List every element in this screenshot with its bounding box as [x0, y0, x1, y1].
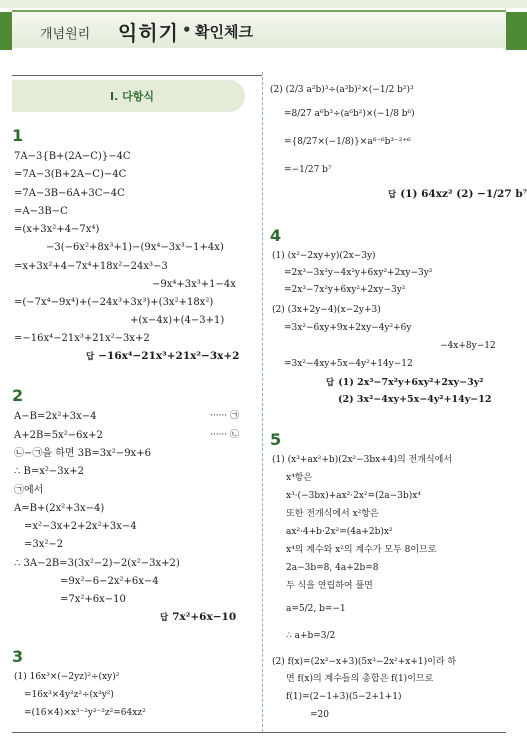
- solution-line: =8/27 a⁶b³÷(a⁶b²)×(−1/8 b⁶): [284, 109, 415, 119]
- answer-tag: 답: [326, 378, 335, 388]
- solution-line: =−1/27 b⁷: [284, 165, 332, 175]
- solution-line: 또한 전개식에서 x²항은: [286, 509, 379, 519]
- solution-line: =3x²−2: [24, 539, 64, 550]
- bottom-rule: [12, 732, 506, 733]
- header-dot: •: [182, 21, 192, 39]
- solution-line: f(1)=(2−1+3)(5−2+1+1): [286, 692, 402, 702]
- answer-tag: 답: [160, 613, 169, 623]
- problem-number-4: 4: [270, 226, 282, 245]
- header-subtitle: 개념원리: [40, 27, 91, 42]
- page-header: [12, 10, 506, 48]
- header-main-title: 익히기: [118, 21, 179, 45]
- solution-line: −4x+8y−12: [440, 341, 496, 351]
- solution-line: (1) (x²−2xy+y)(2x−3y): [272, 251, 376, 261]
- problem-number-2: 2: [12, 386, 24, 405]
- solution-line: 두 식을 연립하여 풀면: [286, 581, 373, 591]
- answer-4-1: [326, 376, 483, 388]
- answer-3: [388, 188, 527, 200]
- solution-line: ax²·4+b·2x²=(4a+2b)x²: [286, 527, 393, 537]
- section-label: I. 다항식: [110, 90, 154, 103]
- top-band: [0, 0, 527, 8]
- solution-line: =20: [310, 710, 329, 720]
- header-accent-right: [506, 12, 527, 50]
- answer-2: [160, 611, 236, 623]
- solution-line: =7x²+6x−10: [60, 594, 126, 605]
- solution-line: x⁴의 계수와 x²의 계수가 모두 8이므로: [286, 545, 437, 555]
- solution-line: 7A−3{B+(2A−C)}−4C: [14, 151, 131, 162]
- solution-line: (2) (2/3 a²b)³÷(a³b)²×(−1/2 b²)³: [270, 85, 414, 95]
- answer-1: [86, 350, 240, 362]
- equation-mark: ······ ㉠: [210, 411, 240, 421]
- solution-line: ∴ 3A−2B=3(3x²−2)−2(x²−3x+2): [14, 558, 180, 569]
- column-divider: [262, 72, 263, 732]
- solution-line: ={8/27×(−1/8)}×a⁶⁻⁶b³⁻²⁺⁶: [284, 137, 411, 147]
- left-top-rule: [12, 75, 262, 76]
- solution-line: =A−3B−C: [14, 206, 68, 217]
- solution-line: 면 f(x)의 계수들의 총합은 f(1)이므로: [286, 674, 434, 684]
- section-banner: [12, 80, 245, 112]
- solution-line: x³·(−3bx)+ax²·2x²=(2a−3b)x⁴: [286, 491, 421, 501]
- solution-line: (1) 16x³×(−2yz)²÷(xy)²: [14, 672, 120, 682]
- header-title: 확인체크: [195, 23, 253, 41]
- solution-line: =9x²−6−2x²+6x−4: [60, 576, 159, 587]
- solution-line: =(x+3x²+4−7x⁴): [14, 224, 100, 235]
- answer-value-1: (1) 64xz²: [400, 188, 453, 200]
- answer-value: (1) 2x³−7x²y+6xy²+2xy−3y²: [338, 377, 484, 388]
- solution-line: =7A−3(B+2A−C)−4C: [14, 169, 127, 180]
- solution-line: =7A−3B−6A+3C−4C: [14, 188, 125, 199]
- problem-number-3: 3: [12, 647, 24, 666]
- solution-line: +(x−4x)+(4−3+1): [130, 315, 225, 326]
- equation-mark: ······ ㉡: [210, 430, 240, 440]
- answer-tag: 답: [86, 352, 95, 362]
- problem-number-5: 5: [270, 430, 282, 449]
- solution-line: ㉠에서: [14, 485, 44, 496]
- solution-line: =(16×4)×x³⁻²y²⁻²z²=64xz²: [24, 708, 146, 718]
- solution-line: (1) (x³+ax²+b)(2x²−3bx+4)의 전개식에서: [272, 455, 453, 465]
- solution-line: =3x²−6xy+9x+2xy−4y²+6y: [284, 323, 412, 333]
- answer-tag: 답: [388, 190, 397, 200]
- solution-line: =3x²−4xy+5x−4y²+14y−12: [284, 359, 413, 369]
- solution-line: (2) f(x)=(2x²−x+3)(5x³−2x²+x+1)이라 하: [272, 657, 457, 667]
- solution-line: =x+3x²+4−7x⁴+18x²−24x³−3: [14, 261, 168, 272]
- solution-line: ㉡−㉠을 하면 3B=3x²−9x+6: [14, 448, 151, 459]
- solution-line: 2a−3b=8, 4a+2b=8: [286, 563, 379, 573]
- solution-line: =(−7x⁴−9x⁴)+(−24x³+3x³)+(3x²+18x²): [14, 297, 214, 308]
- solution-line: =16x³×4y²z²÷(x²y²): [24, 690, 114, 700]
- solution-line: =−16x⁴−21x³+21x²−3x+2: [14, 333, 150, 344]
- solution-line: A=B+(2x²+3x−4): [14, 503, 105, 514]
- answer-value-2: (2) −1/27 b⁷: [456, 188, 527, 200]
- header-accent-left: [0, 12, 12, 50]
- answer-value: 7x²+6x−10: [172, 611, 237, 623]
- solution-line: A+2B=5x²−6x+2: [14, 430, 103, 441]
- problem-number-1: 1: [12, 126, 24, 145]
- solution-line: −9x⁴+3x³+1−4x: [152, 279, 236, 290]
- solution-line: (2) (3x+2y−4)(x−2y+3): [272, 305, 381, 315]
- solution-line: A−B=2x²+3x−4: [14, 411, 97, 422]
- answer-4-2: [338, 394, 491, 405]
- solution-line: ∴ B=x²−3x+2: [14, 466, 85, 477]
- solution-line: =2x³−7x²y+6xy²+2xy−3y²: [284, 285, 406, 295]
- answer-value: −16x⁴−21x³+21x²−3x+2: [98, 350, 240, 362]
- solution-line: =x²−3x+2+2x²+3x−4: [24, 521, 137, 532]
- solution-line: −3(−6x²+8x³+1)−(9x⁴−3x³−1+4x): [46, 242, 224, 253]
- answer-value: (2) 3x²−4xy+5x−4y²+14y−12: [338, 394, 492, 405]
- solution-line: a=5/2, b=−1: [286, 604, 346, 614]
- solution-line: ∴ a+b=3/2: [286, 631, 336, 641]
- solution-line: x⁴항은: [286, 473, 313, 483]
- solution-line: =2x³−3x²y−4x²y+6xy²+2xy−3y²: [284, 268, 433, 278]
